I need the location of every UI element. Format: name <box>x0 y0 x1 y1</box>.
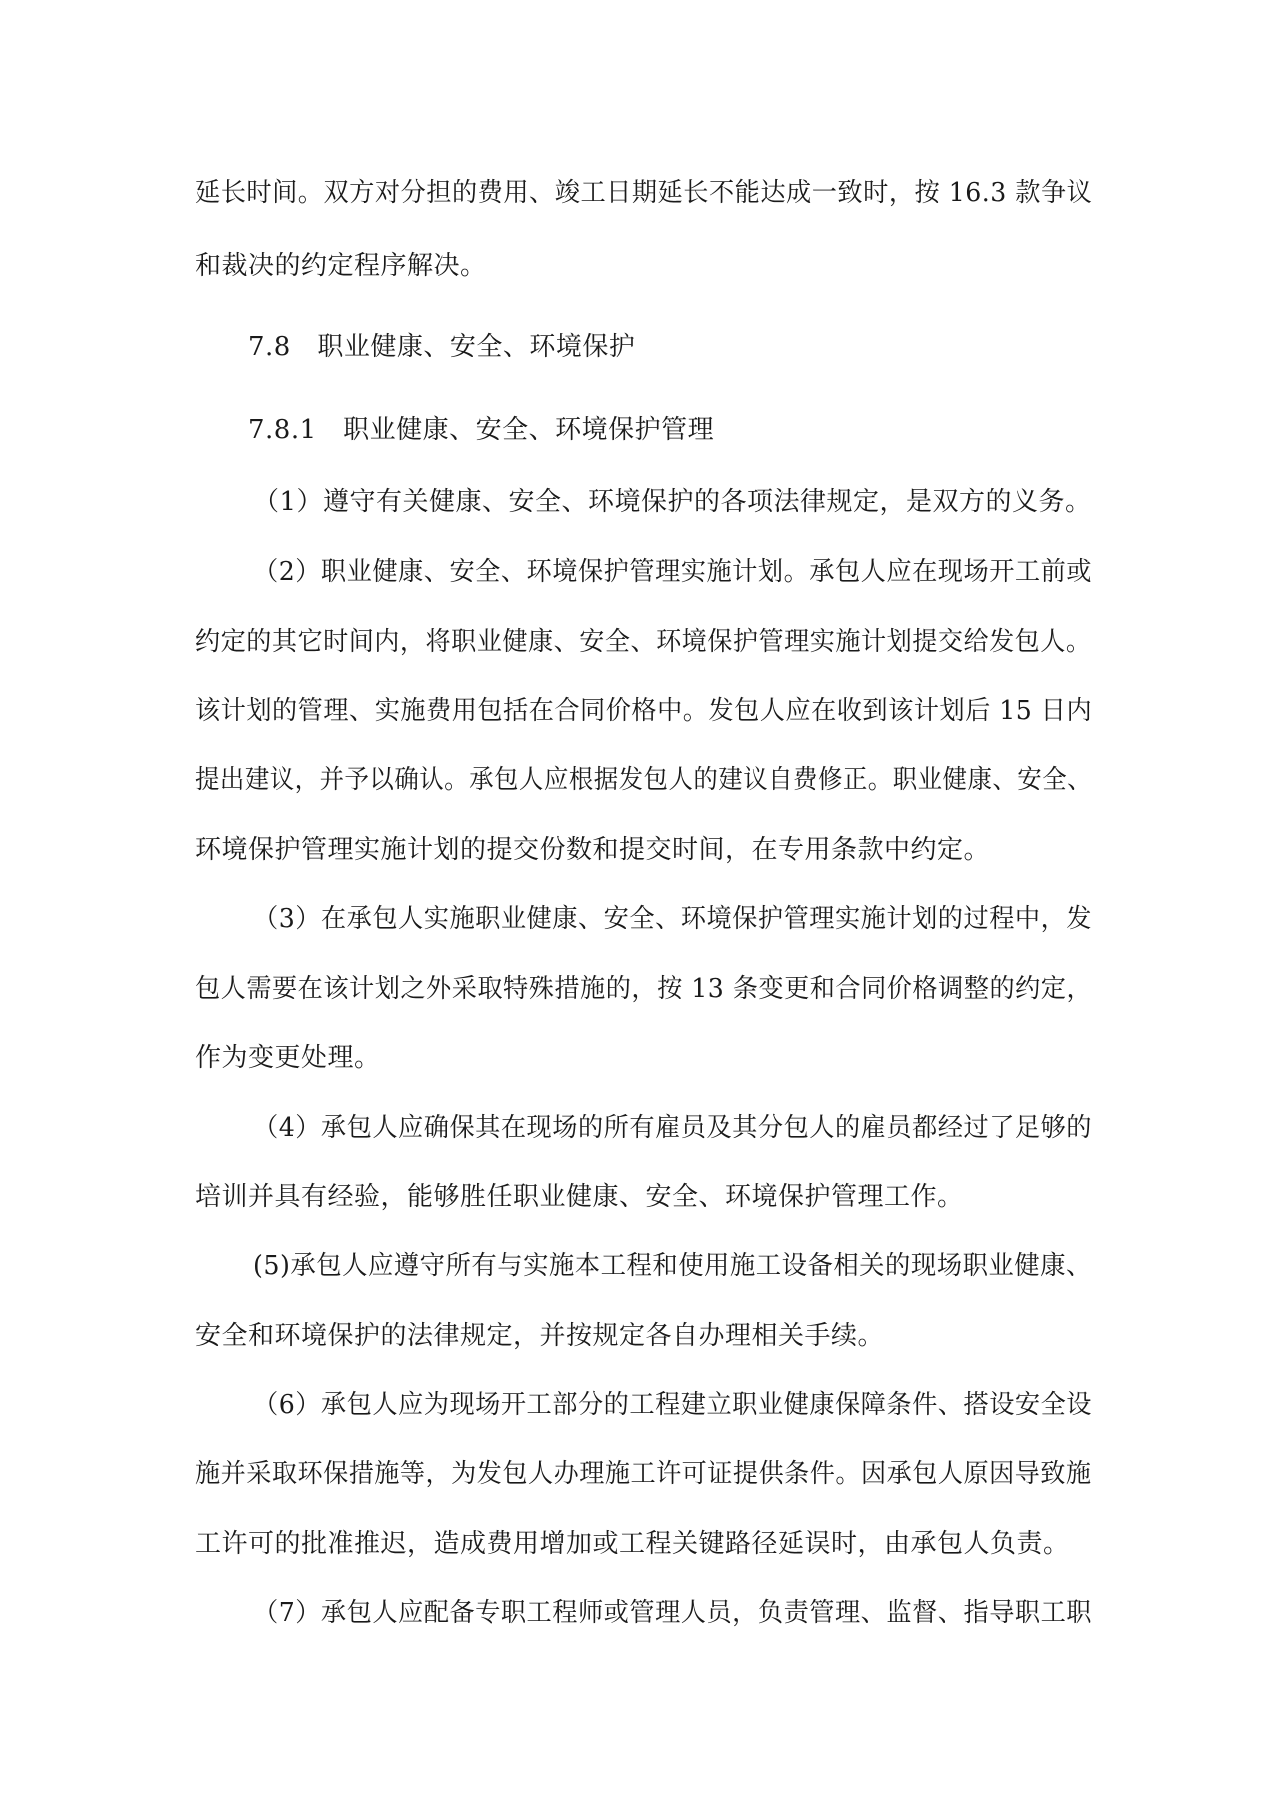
text-line: 延长时间。双方对分担的费用、竣工日期延长不能达成一致时，按 16.3 款争议 <box>195 178 1093 208</box>
paragraph-item-3: （3）在承包人实施职业健康、安全、环境保护管理实施计划的过程中，发 <box>253 904 1093 934</box>
paragraph-item-1: （1）遵守有关健康、安全、环境保护的各项法律规定，是双方的义务。 <box>253 487 1092 517</box>
text-line: 和裁决的约定程序解决。 <box>195 251 487 281</box>
text-line: 包人需要在该计划之外采取特殊措施的，按 13 条变更和合同价格调整的约定， <box>195 974 1093 1004</box>
subsection-heading: 7.8.1 职业健康、安全、环境保护管理 <box>248 415 715 445</box>
section-heading: 7.8 职业健康、安全、环境保护 <box>248 332 636 362</box>
paragraph-item-5: (5)承包人应遵守所有与实施本工程和使用施工设备相关的现场职业健康、 <box>253 1251 1092 1281</box>
paragraph-item-7: （7）承包人应配备专职工程师或管理人员，负责管理、监督、指导职工职 <box>253 1598 1093 1628</box>
text-line: 作为变更处理。 <box>195 1043 381 1073</box>
text-line: 培训并具有经验，能够胜任职业健康、安全、环境保护管理工作。 <box>195 1182 964 1212</box>
text-line: 环境保护管理实施计划的提交份数和提交时间，在专用条款中约定。 <box>195 835 991 865</box>
paragraph-item-2: （2）职业健康、安全、环境保护管理实施计划。承包人应在现场开工前或 <box>253 557 1093 587</box>
text-line: 工许可的批准推迟，造成费用增加或工程关键路径延误时，由承包人负责。 <box>195 1529 1070 1559</box>
text-line: 安全和环境保护的法律规定，并按规定各自办理相关手续。 <box>195 1321 885 1351</box>
text-line: 施并采取环保措施等，为发包人办理施工许可证提供条件。因承包人原因导致施 <box>195 1459 1092 1489</box>
paragraph-item-6: （6）承包人应为现场开工部分的工程建立职业健康保障条件、搭设安全设 <box>253 1390 1093 1420</box>
text-line: 约定的其它时间内，将职业健康、安全、环境保护管理实施计划提交给发包人。 <box>195 627 1092 657</box>
paragraph-item-4: （4）承包人应确保其在现场的所有雇员及其分包人的雇员都经过了足够的 <box>253 1113 1093 1143</box>
text-line: 该计划的管理、实施费用包括在合同价格中。发包人应在收到该计划后 15 日内 <box>195 696 1093 726</box>
text-line: 提出建议，并予以确认。承包人应根据发包人的建议自费修正。职业健康、安全、 <box>195 765 1093 795</box>
